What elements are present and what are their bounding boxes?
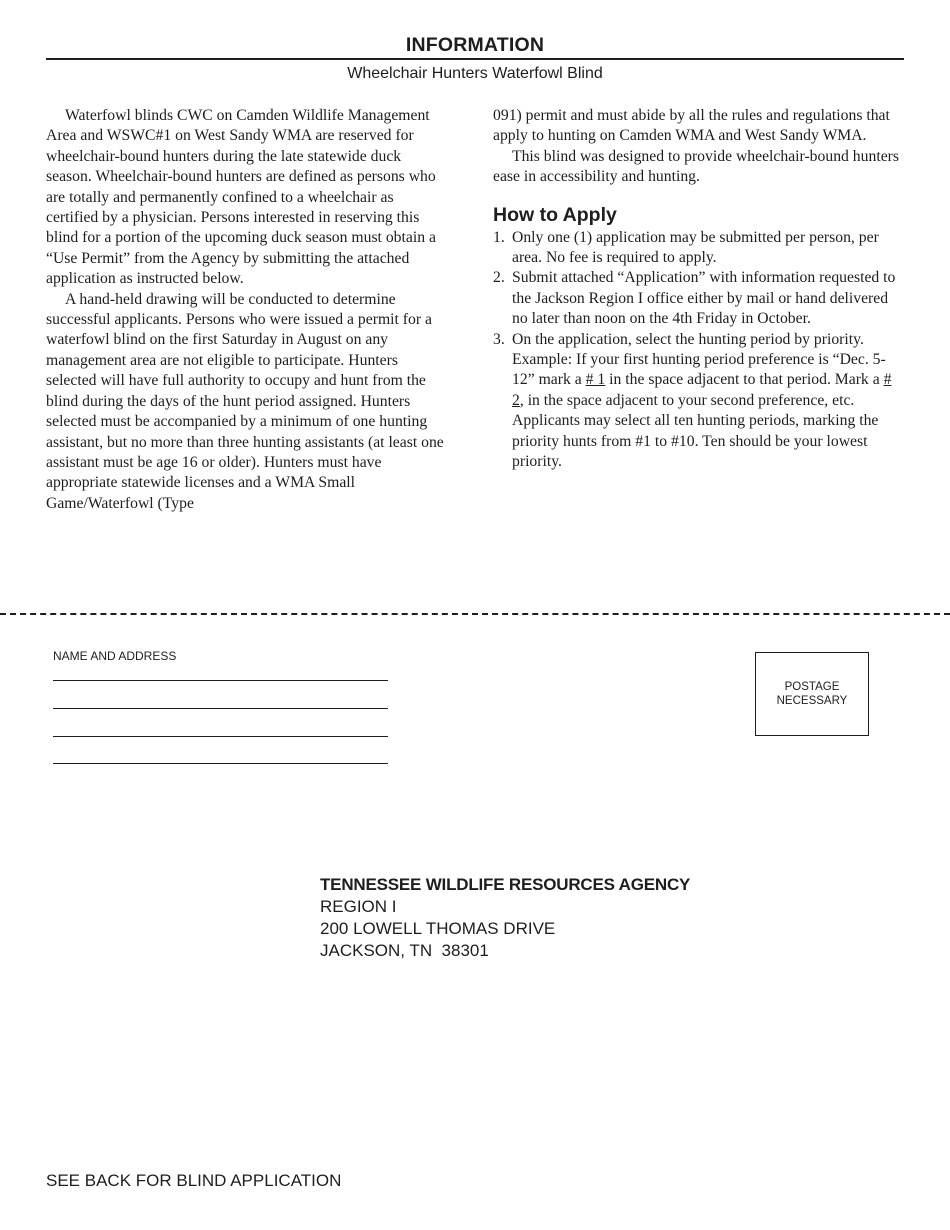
page-title: INFORMATION [405, 34, 545, 56]
region-line: REGION I [320, 897, 397, 916]
step-number: 2. [493, 269, 505, 287]
apply-steps-list [493, 228, 903, 473]
see-back-note: SEE BACK FOR BLIND APPLICATION [46, 1171, 342, 1190]
postage-box [755, 652, 869, 736]
header-rule [46, 58, 904, 60]
priority-mark-1: # 1 [585, 371, 606, 389]
agency-name: TENNESSEE WILDLIFE RESOURCES AGENCY [320, 875, 691, 894]
priority-mark-2: # 2 [512, 371, 892, 409]
address-line [53, 680, 388, 681]
address-line [53, 708, 388, 709]
left-column [46, 106, 448, 514]
step-text-part: On the application, select the hunting period by priority. Example: If your first hunting period preference is “Dec. 5-12” mark a [512, 330, 886, 389]
name-address-label: NAME AND ADDRESS [53, 649, 177, 663]
intro-paragraph: Waterfowl blinds CWC on Camden Wildlife Management Area and WSWC#1 on West Sandy WMA are reserved for wheelchair-bound hunters during the late statewide duck season. Wheelchair-bound hunters are defined as persons who are totally and permanently confined to a wheelchair as certified by a physician. Persons interested in reserving this blind for a portion of the upcoming duck season must obtain a “Use Permit” from the Agency by submitting the attached application as instructed below. [46, 107, 436, 288]
city-line: JACKSON, TN 38301 [320, 941, 489, 960]
postage-text: NECESSARY [776, 695, 848, 707]
list-item [493, 268, 903, 329]
step-text: Submit attached “Application” with information requested to the Jackson Region I office either by mail or hand delivered no later than noon on the 4th Friday in October. [512, 269, 896, 328]
list-item [493, 228, 903, 269]
permit-paragraph: 091) permit and must abide by all the rules and regulations that apply to hunting on Camden WMA and West Sandy WMA. [493, 107, 890, 145]
address-line [53, 763, 388, 764]
list-item [493, 330, 903, 473]
recipient-address [320, 874, 690, 962]
postage-text: POSTAGE [784, 681, 840, 693]
right-column [493, 106, 903, 473]
street-line: 200 LOWELL THOMAS DRIVE [320, 919, 556, 938]
step-text [512, 331, 891, 470]
step-number: 1. [493, 228, 505, 246]
step-text-part: , in the space adjacent to your second preference, etc. Applicants may select all ten hunting periods, marking the priority hunts from #1 to #10. Ten should be your lowest priority. [512, 391, 879, 471]
address-line [53, 736, 388, 737]
page-subtitle: Wheelchair Hunters Waterfowl Blind [347, 65, 603, 82]
design-paragraph: This blind was designed to provide wheelchair-bound hunters ease in accessibility and hunting. [493, 147, 899, 186]
step-text-part: in the space adjacent to that period. Mark a [605, 371, 884, 389]
cut-line-divider [0, 613, 950, 615]
drawing-paragraph: A hand-held drawing will be conducted to determine successful applicants. Persons who were issued a permit for a waterfowl blind on the first Saturday in August on any management area are not eligible to participate. Hunters selected will have full authority to occupy and hunt from the blind during the days of the hunt period assigned. Hunters selected must be accompanied by a minimum of one hunting assistant, but no more than three hunting assistants (at least one assistant must be age 16 or older). Hunters must have appropriate statewide licenses and a WMA Small Game/Waterfowl (Type [46, 290, 444, 512]
step-text: Only one (1) application may be submitted per person, per area. No fee is required to apply. [512, 228, 879, 267]
step-number: 3. [493, 330, 505, 348]
how-to-apply-heading: How to Apply [493, 203, 617, 226]
